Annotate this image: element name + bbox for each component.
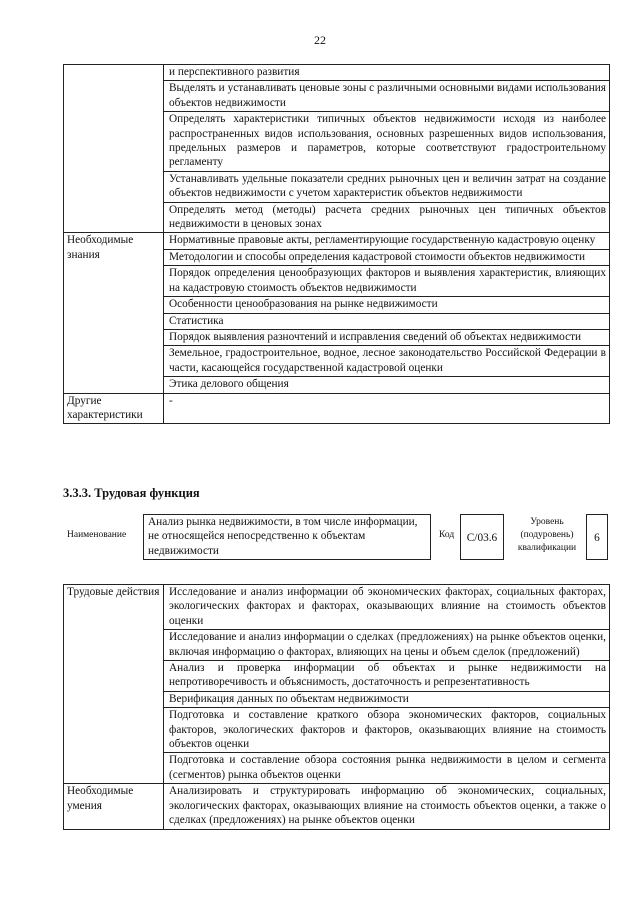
list-item: Порядок определения ценообразующих факторов и выявления характеристик, влияющих на кадастровую стоимость объектов недвижимости (164, 266, 610, 297)
list-item: Статистика (164, 313, 610, 329)
function-code-box (460, 514, 504, 560)
list-item: Методологии и способы определения кадастровой стоимости объектов недвижимости (164, 249, 610, 265)
list-item: Особенности ценообразования на рынке недвижимости (164, 297, 610, 313)
list-item: Исследование и анализ информации об экономических факторах, социальных факторах, экологических факторах и факторах, оказывающих влияние на стоимость объектов оценки (164, 585, 610, 630)
list-item: Анализировать и структурировать информацию об экономических, социальных, экологических факторах, оказывающих влияние на стоимость объектов оценки, а также о сделках (предложениях) на рынке объектов оценки (164, 784, 610, 829)
work-actions-table (63, 584, 610, 830)
list-item: Подготовка и составление обзора состояния рынка недвижимости в целом и сегмента (сегментов) рынка объектов оценки (164, 753, 610, 784)
function-level: 6 (594, 532, 600, 544)
function-name: Анализ рынка недвижимости, в том числе информации, не относящейся непосредственно к объектам недвижимости (148, 516, 418, 557)
list-item: Земельное, градостроительное, водное, лесное законодательство Российской Федерации в части, касающейся государственной кадастровой оценки (164, 346, 610, 377)
page-number: 22 (314, 33, 326, 47)
level-label: Уровень (подуровень) квалификации (517, 517, 577, 553)
function-level-box (586, 514, 608, 560)
code-label: Код (439, 530, 455, 540)
list-item: Подготовка и составление краткого обзора экономических факторов, социальных факторов, экологических факторов и факторов, оказывающих влияние на стоимость объектов оценки (164, 708, 610, 753)
list-item: Определять характеристики типичных объектов недвижимости исходя из наиболее распространенных видов использования, основных разрешенных видов использования, предельных размеров и параметров, которые соответствуют градостроительному регламенту (164, 112, 610, 172)
function-code: C/03.6 (466, 532, 498, 544)
list-item: Порядок выявления разночтений и исправления сведений об объектах недвижимости (164, 329, 610, 345)
table-row (64, 784, 610, 829)
list-item: Устанавливать удельные показатели средних рыночных цен и величин затрат на создание объектов недвижимости с учетом характеристик объектов недвижимости (164, 171, 610, 202)
table-row (64, 393, 610, 424)
row-label (64, 65, 164, 233)
table-row (64, 233, 610, 249)
section-heading: 3.3.3. Трудовая функция (63, 486, 200, 500)
list-item: и перспективного развития (164, 65, 610, 81)
name-label: Наименование (67, 530, 127, 540)
row-label: Необходимые знания (64, 233, 164, 393)
table-row (64, 585, 610, 630)
list-item: Нормативные правовые акты, регламентирующие государственную кадастровую оценку (164, 233, 610, 249)
list-item: Определять метод (методы) расчета средних рыночных цен типичных объектов недвижимости в ценовых зонах (164, 202, 610, 233)
row-label: Трудовые действия (64, 585, 164, 784)
row-label: Необходимые умения (64, 784, 164, 829)
row-label: Другие характеристики (64, 393, 164, 424)
table-row (64, 65, 610, 81)
list-item: - (164, 393, 610, 424)
requirements-table (63, 64, 610, 424)
list-item: Выделять и устанавливать ценовые зоны с различными основными видами использования объектов недвижимости (164, 81, 610, 112)
list-item: Анализ и проверка информации об объектах и рынке недвижимости на непротиворечивость и объяснимость, достаточность и репрезентативность (164, 661, 610, 692)
function-name-box (143, 514, 431, 560)
list-item: Исследование и анализ информации о сделках (предложениях) на рынке объектов оценки, включая информацию о факторах, влияющих на цены и объем сделок (предложений) (164, 630, 610, 661)
list-item: Верификация данных по объектам недвижимости (164, 691, 610, 707)
list-item: Этика делового общения (164, 377, 610, 393)
